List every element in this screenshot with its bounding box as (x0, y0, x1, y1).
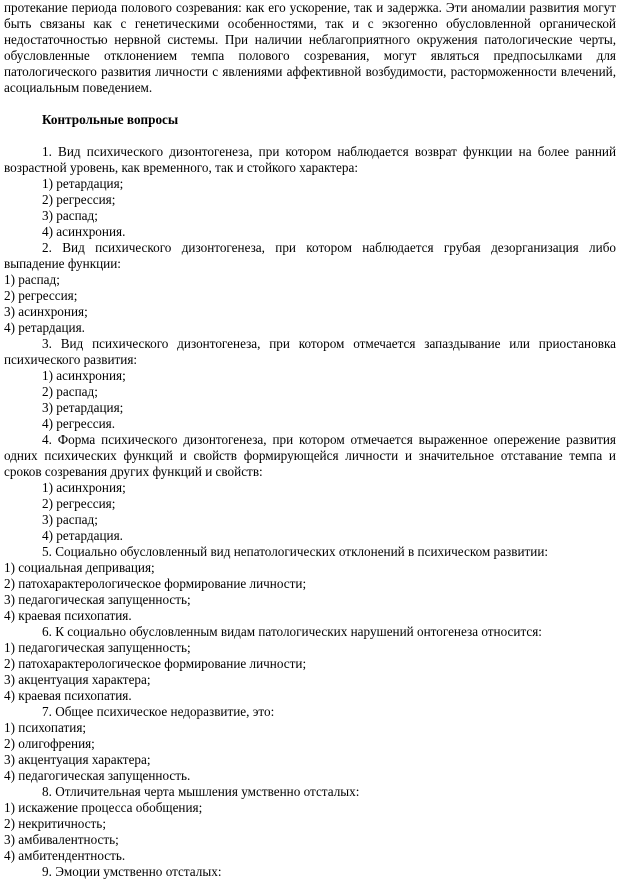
question-text: 6. К социально обусловленным видам патологических нарушений онтогенеза относится: (42, 624, 542, 639)
question-text: 4. Форма психического дизонтогенеза, при котором отмечается выраженное опережение развития одних психических функций и свойств формирующейся личности и значительное отставание темпа и сроков созревания других функций и свойств: (4, 432, 616, 479)
answer-option: 4) асинхрония. (42, 224, 126, 239)
question-4 (4, 432, 616, 544)
question-text: 1. Вид психического дизонтогенеза, при котором наблюдается возврат функции на более ранний возрастной уровень, как временного, так и стойкого характера: (4, 144, 616, 175)
answer-option: 1) асинхрония; (42, 480, 126, 495)
question-text: 2. Вид психического дизонтогенеза, при котором наблюдается грубая дезорганизация либо выпадение функции: (4, 240, 616, 271)
answer-option: 3) педагогическая запущенность; (4, 592, 191, 607)
answer-option: 4) краевая психопатия. (4, 688, 132, 703)
question-2 (4, 240, 616, 336)
answer-option: 1) распад; (4, 272, 60, 287)
answer-options (4, 720, 616, 784)
answer-options (4, 560, 616, 624)
question-text: 8. Отличительная черта мышления умственно отсталых: (42, 784, 360, 799)
question-1 (4, 144, 616, 240)
answer-option: 3) акцентуация характера; (4, 672, 151, 687)
answer-option: 3) асинхрония; (4, 304, 88, 319)
question-5 (4, 544, 616, 624)
answer-option: 1) социальная депривация; (4, 560, 155, 575)
answer-option: 3) акцентуация характера; (4, 752, 151, 767)
question-text: 7. Общее психическое недоразвитие, это: (42, 704, 275, 719)
answer-option: 2) регрессия; (4, 288, 78, 303)
question-9 (4, 864, 616, 880)
answer-option: 2) патохарактерологическое формирование личности; (4, 656, 307, 671)
answer-option: 4) регрессия. (42, 416, 116, 431)
answer-option: 4) краевая психопатия. (4, 608, 132, 623)
answer-option: 2) олигофрения; (4, 736, 95, 751)
answer-option: 4) педагогическая запущенность. (4, 768, 191, 783)
answer-option: 2) распад; (42, 384, 98, 399)
answer-option: 3) распад; (42, 208, 98, 223)
question-3 (4, 336, 616, 432)
answer-option: 1) ретардация; (42, 176, 124, 191)
answer-options (4, 800, 616, 864)
answer-options (4, 640, 616, 704)
answer-option: 4) ретардация. (42, 528, 123, 543)
answer-option: 1) психопатия; (4, 720, 87, 735)
answer-options (4, 368, 616, 432)
answer-options (4, 176, 616, 240)
document-page (4, 0, 616, 880)
answer-option: 3) распад; (42, 512, 98, 527)
answer-option: 4) амбитендентность. (4, 848, 126, 863)
answer-option: 2) патохарактерологическое формирование личности; (4, 576, 307, 591)
question-8 (4, 784, 616, 864)
answer-option: 1) асинхрония; (42, 368, 126, 383)
question-text: 5. Социально обусловленный вид непатологических отклонений в психическом развитии: (42, 544, 549, 559)
question-7 (4, 704, 616, 784)
section-heading: Контрольные вопросы (42, 112, 179, 127)
answer-options (4, 480, 616, 544)
question-text: 9. Эмоции умственно отсталых: (42, 864, 222, 879)
answer-options (4, 272, 616, 336)
question-6 (4, 624, 616, 704)
intro-paragraph: протекание периода полового созревания: как его ускорение, так и задержка. Эти аномалии развития могут быть связаны как с генетическими особенностями, так и с экзогенно обусловленной органической недостаточностью нервной системы. При наличии неблагоприятного окружения патологические черты, обусловленные отклонением темпа полового созревания, могут являться предпосылками для патологического развития личности с явлениями аффективной возбудимости, расторможенности влечений, асоциальным поведением. (4, 0, 616, 95)
answer-option: 2) некритичность; (4, 816, 106, 831)
answer-option: 3) амбивалентность; (4, 832, 119, 847)
answer-option: 1) искажение процесса обобщения; (4, 800, 203, 815)
answer-option: 2) регрессия; (42, 496, 116, 511)
answer-option: 2) регрессия; (42, 192, 116, 207)
answer-option: 4) ретардация. (4, 320, 85, 335)
answer-option: 1) педагогическая запущенность; (4, 640, 191, 655)
answer-option: 3) ретардация; (42, 400, 124, 415)
question-text: 3. Вид психического дизонтогенеза, при котором отмечается запаздывание или приостановка психического развития: (4, 336, 616, 367)
